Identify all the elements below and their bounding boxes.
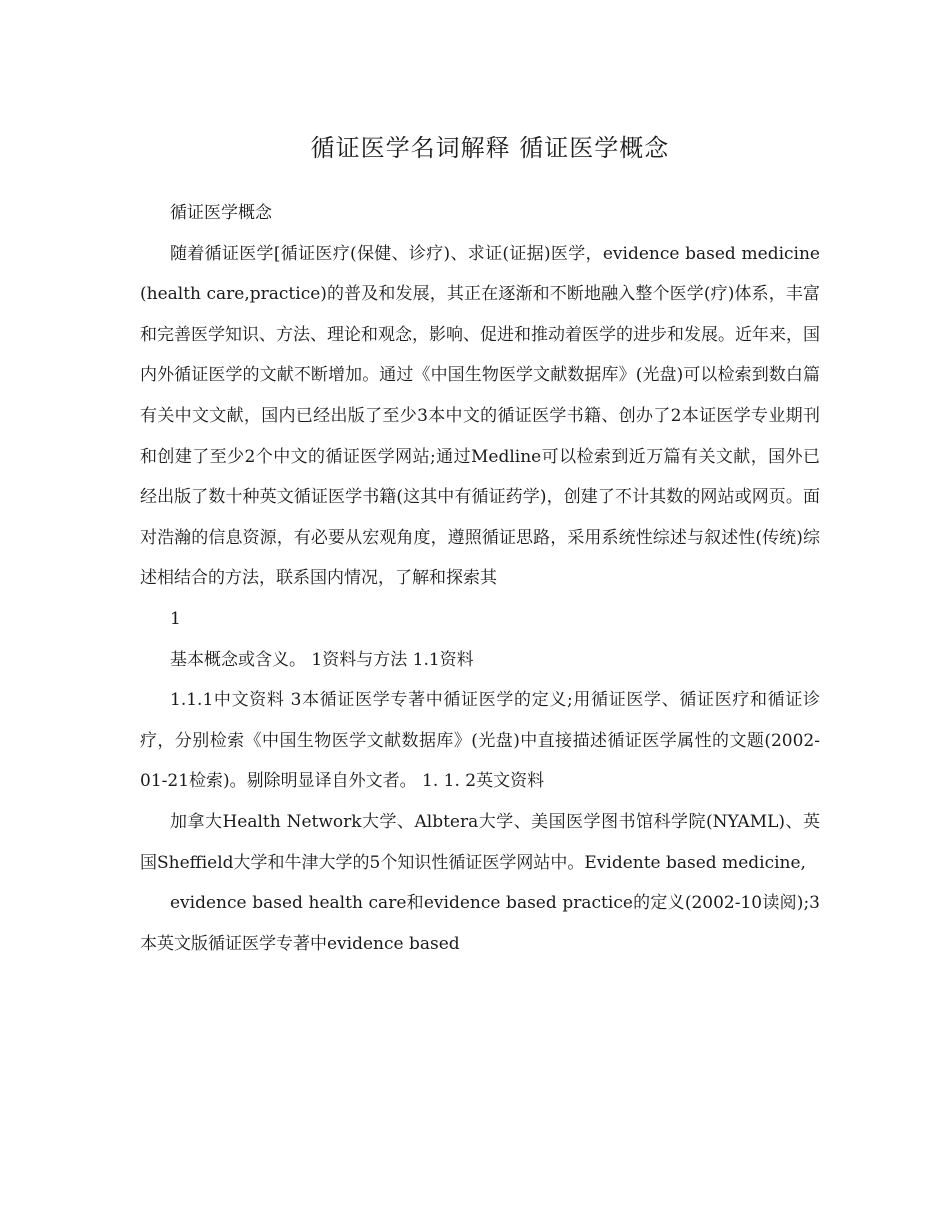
paragraph-concept: 基本概念或含义。 1资料与方法 1.1资料 [170,649,474,670]
paragraph-intro: 随着循证医学[循证医疗(保健、诊疗)、求证(证据)医学，evidence based medicine (health care,practice)的普及和发展，其正在逐渐和不断地融入整个医学(疗)体系，丰富和完善医学知识、方法、理论和观念，影响、促进和推动着医学的进步和发展。近年来，国内外循证医学的文献不断增加。通过《中国生物医学文献数据库》(光盘)可以检索到数白篇有关中文文献，国内已经出版了至少3本中文的循证医学书籍、创办了2本证医学专业期刊和创建了至少2个中文的循证医学网站;通过Medline可以检索到近万篇有关文献，国外已经出版了数十种英文循证医学书籍(这其中有循证药学)，创建了不计其数的网站或网页。面对浩瀚的信息资源，有必要从宏观角度，遵照循证思路，采用系统性综述与叙述性(传统)综述相结合的方法，联系国内情况，了解和探索其 [140,243,820,589]
paragraph-english-definitions: evidence based health care和evidence based practice的定义(2002-10读阅);3本英文版循证医学专著中evidence based [140,893,820,954]
body-text [140,193,820,964]
paragraph-chinese-data: 1.1.1中文资料 3本循证医学专著中循证医学的定义;用循证医学、循证医疗和循证诊疗，分别检索《中国生物医学文献数据库》(光盘)中直接描述循证医学属性的文题(2002-01-21检索)。剔除明显译自外文者。 1. 1. 2英文资料 [140,690,820,792]
paragraph-english-sites: 加拿大Health Network大学、Albtera大学、美国医学图书馆科学院(NYAML)、英国Sheffield大学和牛津大学的5个知识性循证医学网站中。Evidente based medicine, [140,811,820,873]
paragraph-heading: 循证医学概念 [170,203,272,223]
document-title: 循证医学名词解释 循证医学概念 [310,134,670,162]
page-number: 1 [170,608,181,629]
